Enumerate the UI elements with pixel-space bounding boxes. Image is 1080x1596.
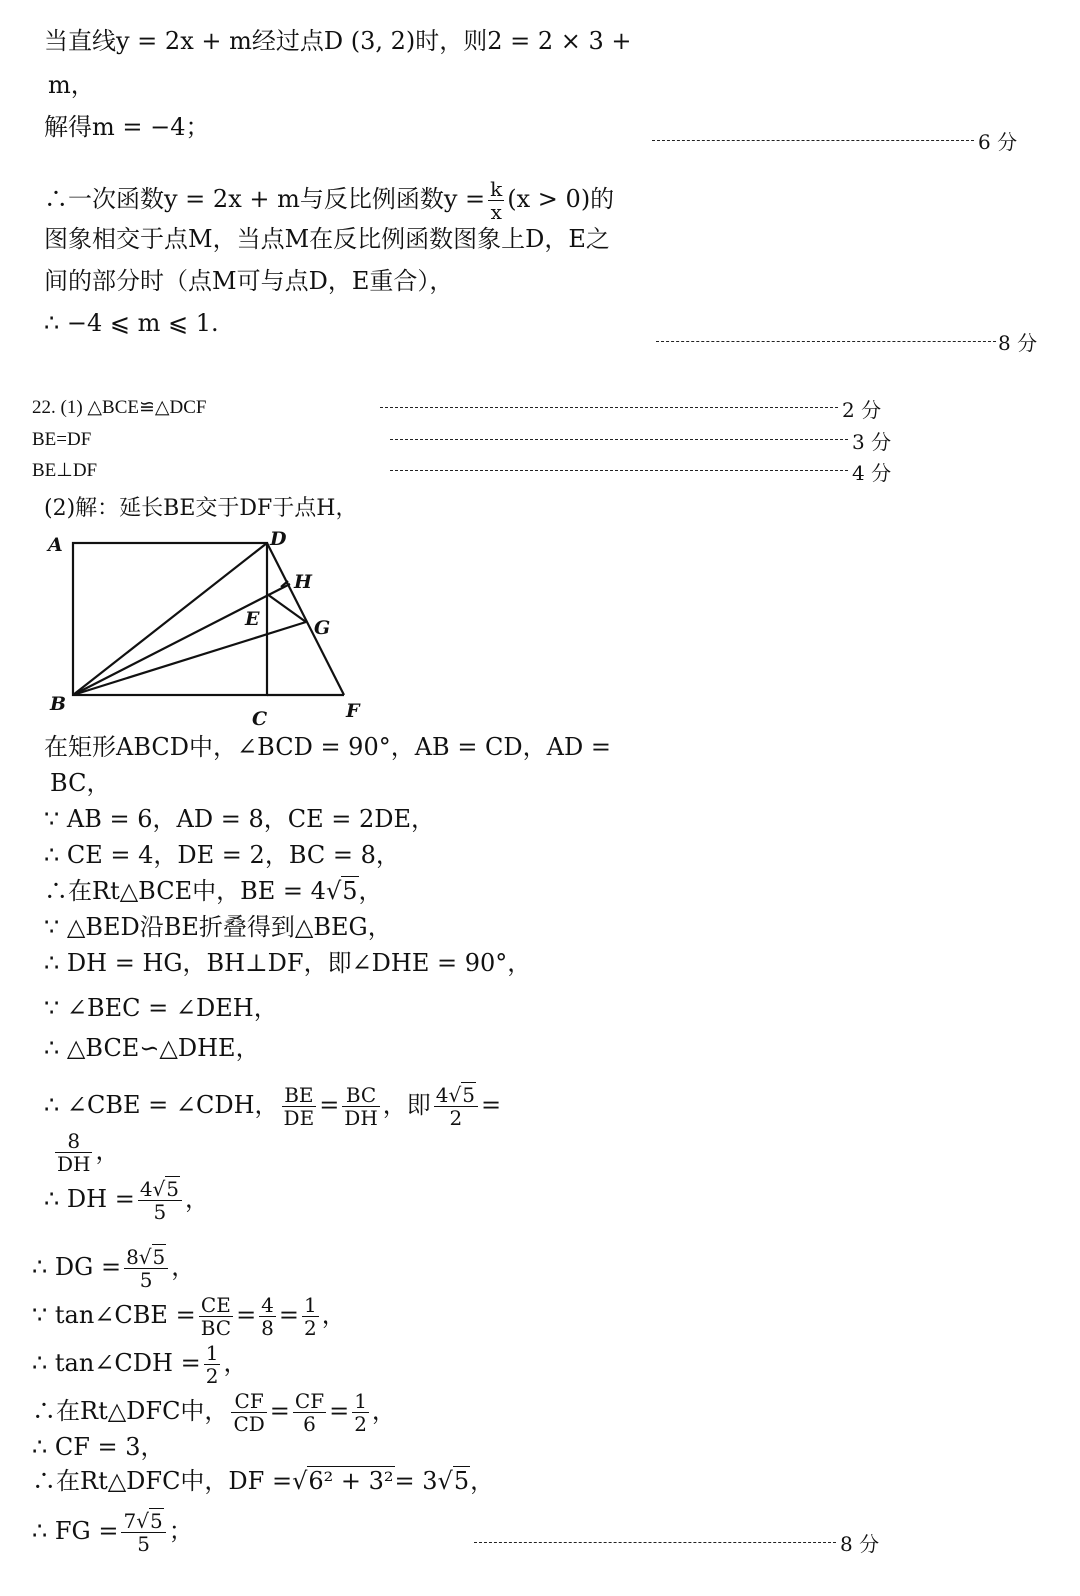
- solution-line: ∴ CE = 4，DE = 2，BC = 8，: [44, 841, 400, 869]
- label-c: C: [252, 708, 268, 730]
- score-mark: 8 分: [840, 1532, 880, 1556]
- solution-line: ∴ DH = HG，BH⊥DF，即∠DHE = 90°，: [44, 949, 532, 977]
- q21-line-7: ∴ −4 ⩽ m ⩽ 1.: [44, 309, 219, 337]
- segment-bg: [73, 622, 306, 695]
- q21-line-1: 当直线y = 2x + m经过点D (3, 2)时，则2 = 2 × 3 +: [44, 27, 632, 55]
- label-a: A: [48, 534, 63, 556]
- solution-line: ∴ DG = $\frac{8√5}{5}$ ，: [32, 1245, 196, 1292]
- solution-line: ∴ CF = 3，: [32, 1433, 165, 1461]
- segment-bd: [73, 543, 267, 695]
- q22-part1-line-1: 22. (1) △BCE≌△DCF: [32, 397, 207, 418]
- segment-bh: [73, 584, 290, 695]
- solution-line: ∴ tan∠CDH = $\frac{1}{2}$ ，: [32, 1341, 248, 1388]
- score-leader: [656, 341, 996, 342]
- label-d: D: [270, 528, 287, 550]
- solution-line: ∴在Rt△BCE中，BE = 4√5，: [44, 877, 383, 905]
- q22-part1-line-2: BE=DF: [32, 429, 92, 450]
- solution-line: BC，: [50, 769, 111, 797]
- label-f: F: [346, 700, 360, 722]
- score-mark: 2 分: [842, 398, 882, 422]
- label-b: B: [50, 693, 67, 715]
- label-g: G: [314, 617, 331, 639]
- solution-line: ∴ △BCE∽△DHE，: [44, 1034, 260, 1062]
- score-leader: [390, 470, 848, 471]
- solution-line: ∵ tan∠CBE = $\frac{CE}{BC}$ = $\frac{4}{8}$ = $\frac{1}{2}$ ，: [32, 1293, 346, 1340]
- solution-line: ∴ ∠CBE = ∠CDH， $\frac{BE}{DE}$ = $\frac{BC}{DH}$ ，即 $\frac{4√5}{2}$ =: [44, 1083, 502, 1130]
- q21-line-3: 解得m = −4；: [44, 113, 210, 141]
- label-e: E: [245, 608, 260, 630]
- geometry-figure: [40, 525, 380, 735]
- score-leader: [380, 407, 838, 408]
- segment-df: [267, 543, 344, 695]
- score-leader: [474, 1542, 836, 1543]
- score-mark: 3 分: [852, 430, 892, 454]
- solution-line: ∴在Rt△DFC中， $\frac{CF}{CD}$ = $\frac{CF}{6}$ = $\frac{1}{2}$ ，: [32, 1389, 396, 1436]
- solution-line: $\frac{8}{DH}$ ，: [57, 1129, 120, 1176]
- solution-line: ∴ DH = $\frac{4√5}{5}$ ，: [44, 1177, 210, 1224]
- q21-line-6: 间的部分时（点M可与点D，E重合），: [44, 267, 454, 295]
- score-mark: 4 分: [852, 461, 892, 485]
- solution-line: ∵ ∠BEC = ∠DEH，: [44, 994, 278, 1022]
- q21-line-2: m，: [48, 71, 95, 99]
- q21-line-5: 图象相交于点M，当点M在反比例函数图象上D，E之: [44, 225, 610, 253]
- q21-line-4: ∴一次函数y = 2x + m与反比例函数y = $\frac{k}{x}$ (x > 0)的: [44, 177, 615, 224]
- solution-line: ∴ FG = $\frac{7√5}{5}$ ；: [32, 1509, 193, 1556]
- score-leader: [390, 439, 848, 440]
- score-leader: [652, 140, 974, 141]
- solution-line: ∵ △BED沿BE折叠得到△BEG，: [44, 913, 392, 941]
- solution-line: ∴在Rt△DFC中，DF =√6² + 3²= 3√5，: [32, 1467, 495, 1495]
- score-mark: 6 分: [978, 130, 1018, 154]
- solution-line: 在矩形ABCD中，∠BCD = 90°，AB = CD，AD =: [44, 733, 611, 761]
- solution-line: ∵ AB = 6，AD = 8，CE = 2DE，: [44, 805, 435, 833]
- q22-part2-intro: (2)解：延长BE交于DF于点H，: [44, 496, 358, 521]
- score-mark: 8 分: [998, 331, 1038, 355]
- q22-part1-line-3: BE⊥DF: [32, 460, 98, 481]
- label-h: H: [294, 571, 312, 593]
